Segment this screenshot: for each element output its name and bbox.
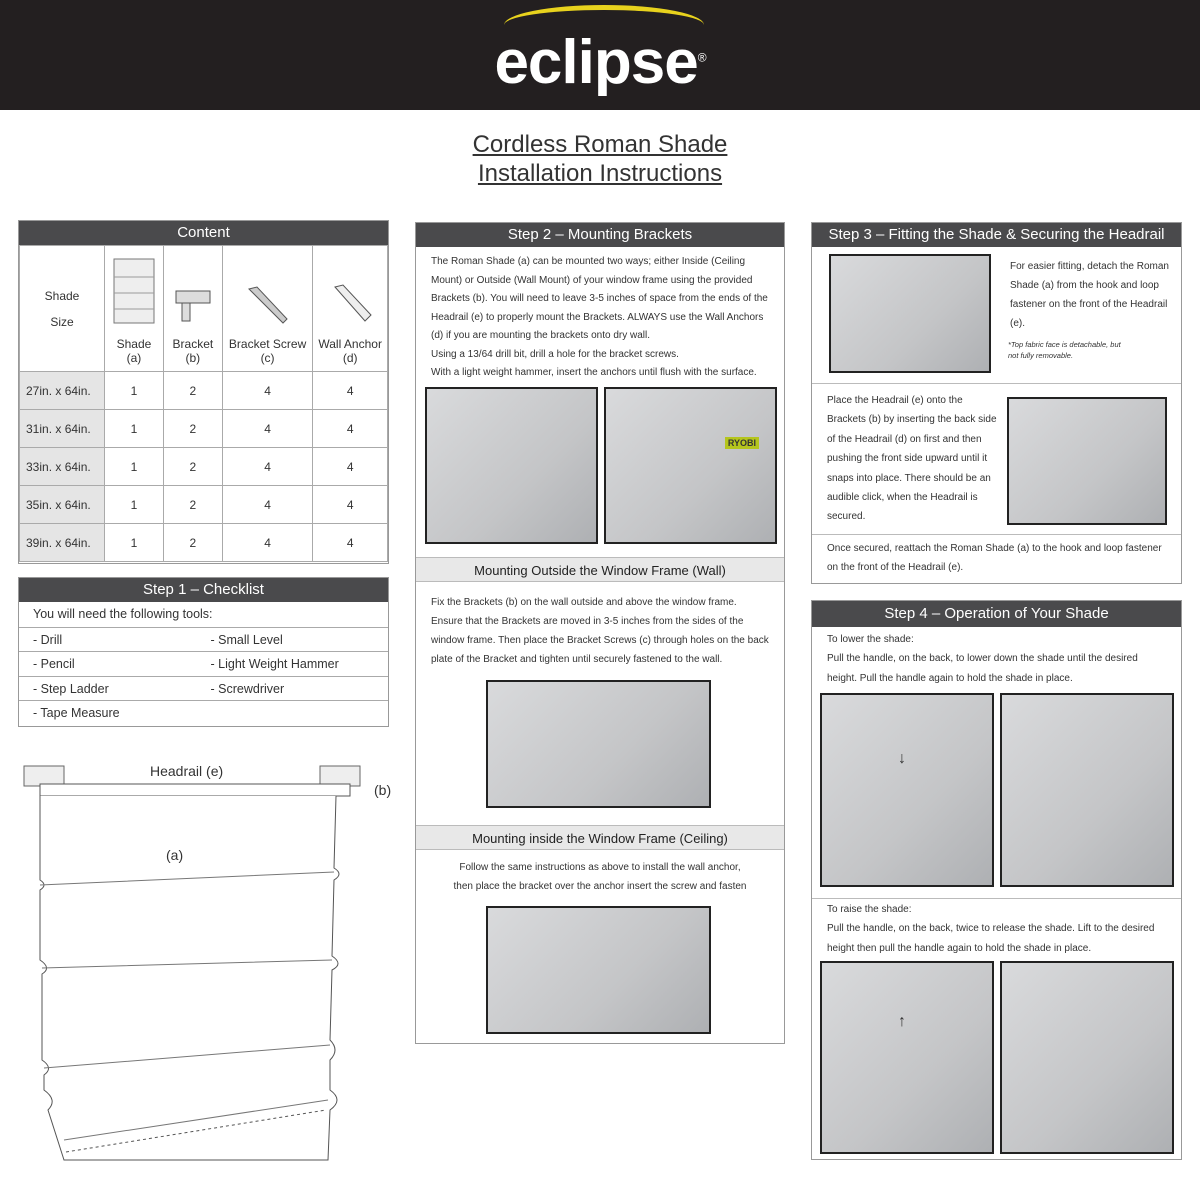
qty-cell: 4 [222,486,313,524]
step1-panel [18,577,389,727]
tool-item: - Pencil [33,657,75,671]
qty-cell: 4 [313,410,388,448]
qty-cell: 4 [313,524,388,562]
tool-item: - Drill [33,632,63,647]
headrail-label: Headrail (e) [150,763,224,779]
raise-text: Pull the handle, on the back, twice to release the shade. Lift to the desired height then pull the handle again to hold the shade in place. [827,923,1155,954]
col-code: (a) [126,351,142,365]
size-cell: 39in. x 64in. [20,524,105,562]
roman-shade-illustration [18,760,398,1170]
step4-heading: Step 4 – Operation of Your Shade [812,601,1181,627]
step2-heading: Step 2 – Mounting Brackets [416,223,784,247]
checklist-row [19,651,388,676]
tool-item: - Screwdriver [210,681,285,696]
lower-label: To lower the shade: [827,634,914,645]
arrow-up-icon: ↑ [898,1013,906,1030]
qty-cell: 2 [163,410,222,448]
qty-cell: 2 [163,448,222,486]
qty-cell: 4 [313,448,388,486]
raise-shade-photo-2 [1000,961,1174,1154]
lower-text: Pull the handle, on the back, to lower down the shade until the desired height. Pull the handle again to hold the shade in place. [827,653,1138,684]
screw-icon [243,281,293,331]
tool-item: - Tape Measure [33,706,120,720]
step1-heading: Step 1 – Checklist [19,578,388,602]
col-name: Bracket [172,337,214,351]
brand-header [0,0,1200,110]
content-heading: Content [19,221,388,245]
checklist-intro: You will need the following tools: [33,607,213,621]
tool-item: - Step Ladder [33,681,109,696]
detach-shade-photo [829,254,991,373]
col-name: Bracket Screw [228,337,307,351]
shade-icon [109,253,159,331]
outside-mount-text: Fix the Brackets (b) on the wall outside and above the window frame. Ensure that the Brackets are moved in 3-5 inches from the sides of the window frame. Then place the Bracket Screws (c) through holes on the back plate of the Bracket and tighten until securely fastened to the wall. [431,597,769,665]
lower-shade-photo-1 [820,693,994,887]
screwdriver-wall-photo [486,680,711,808]
lower-shade-photo-2 [1000,693,1174,887]
col-name: Wall Anchor [318,337,382,351]
qty-cell: 4 [222,524,313,562]
tool-item: - Small Level [210,632,283,647]
step2-text: The Roman Shade (a) can be mounted two ways; either Inside (Ceiling Mount) or Outside (Wall Mount) of your window frame using the provided Brackets (b). You will need to leave 3-5 inches of space from the ends of the Headrail (e) to properly mount the Brackets. ALWAYS use the Wall Anchors (d) if you are mounting the brackets onto dry wall. [431,256,768,341]
qty-cell: 4 [313,372,388,410]
step3-heading: Step 3 – Fitting the Shade & Securing the Headrail [812,223,1181,247]
arrow-down-icon: ↓ [898,750,906,767]
table-row [20,486,388,524]
shade-label: (a) [166,847,184,863]
page-title [0,130,1200,188]
raise-label: To raise the shade: [827,904,912,915]
step3-text2: Place the Headrail (e) onto the Brackets (b) by inserting the back side of the Headrail (d) on first and then pushing the front side upward until it snaps into place. There should be an audible click, when the Headrail is secured. [827,395,997,523]
bracket-icon [168,281,218,331]
step2-panel [415,222,785,1044]
bracket-label: (b) [374,782,392,798]
step3-text1: For easier fitting, detach the Roman Shade (a) from the hook and loop fastener on the front of the Headrail (e). [1010,261,1169,329]
title-line-1: Cordless Roman Shade [472,131,728,158]
eclipse-logo: eclipse® [494,27,705,98]
checklist-row [19,676,388,701]
step3-note: *Top fabric face is detachable, but not fully removable. [1008,340,1121,360]
step2-text: With a light weight hammer, insert the anchors until flush with the surface. [431,367,757,378]
inside-mount-text: then place the bracket over the anchor insert the screw and fasten [453,880,747,892]
table-row [20,372,388,410]
drilling-photo [604,387,777,544]
step2-text: Using a 13/64 drill bit, drill a hole for the bracket screws. [431,348,679,360]
table-row [20,410,388,448]
step4-panel [811,600,1182,1160]
size-cell: 33in. x 64in. [20,448,105,486]
qty-cell: 4 [222,448,313,486]
drill-brand: RYOBI [725,437,759,449]
size-cell: 35in. x 64in. [20,486,105,524]
size-label-2: Size [50,314,74,329]
qty-cell: 1 [105,372,164,410]
checklist-row [19,700,388,725]
col-code: (c) [260,351,275,365]
inside-mount-text: Follow the same instructions as above to install the wall anchor, [459,862,741,873]
qty-cell: 1 [105,486,164,524]
content-table-panel [18,220,389,564]
qty-cell: 2 [163,372,222,410]
outside-mount-heading: Mounting Outside the Window Frame (Wall) [416,557,784,582]
size-label: Shade [44,288,80,303]
qty-cell: 4 [222,372,313,410]
shade-diagram [18,760,398,1170]
qty-cell: 2 [163,524,222,562]
table-row [20,448,388,486]
wall-anchor-icon [325,281,375,331]
qty-cell: 1 [105,410,164,448]
step3-text3: Once secured, reattach the Roman Shade (a) to the hook and loop fastener on the front of the Headrail (e). [827,543,1162,574]
checklist-row [19,627,388,652]
qty-cell: 1 [105,524,164,562]
title-line-2: Installation Instructions [477,160,723,187]
screwdriver-ceiling-photo [486,906,711,1034]
qty-cell: 2 [163,486,222,524]
headrail-install-photo [1007,397,1167,525]
col-name: Shade [116,337,152,351]
step3-panel [811,222,1182,584]
qty-cell: 4 [222,410,313,448]
col-code: (d) [342,351,358,365]
qty-cell: 1 [105,448,164,486]
size-cell: 31in. x 64in. [20,410,105,448]
inside-mount-heading: Mounting inside the Window Frame (Ceiling) [416,825,784,850]
content-table [19,245,388,562]
col-code: (b) [185,351,201,365]
size-cell: 27in. x 64in. [20,372,105,410]
qty-cell: 4 [313,486,388,524]
tool-item: - Light Weight Hammer [210,657,339,671]
table-row [20,524,388,562]
raise-shade-photo-1 [820,961,994,1154]
brand-name: eclipse [494,27,698,97]
measuring-photo [425,387,598,544]
